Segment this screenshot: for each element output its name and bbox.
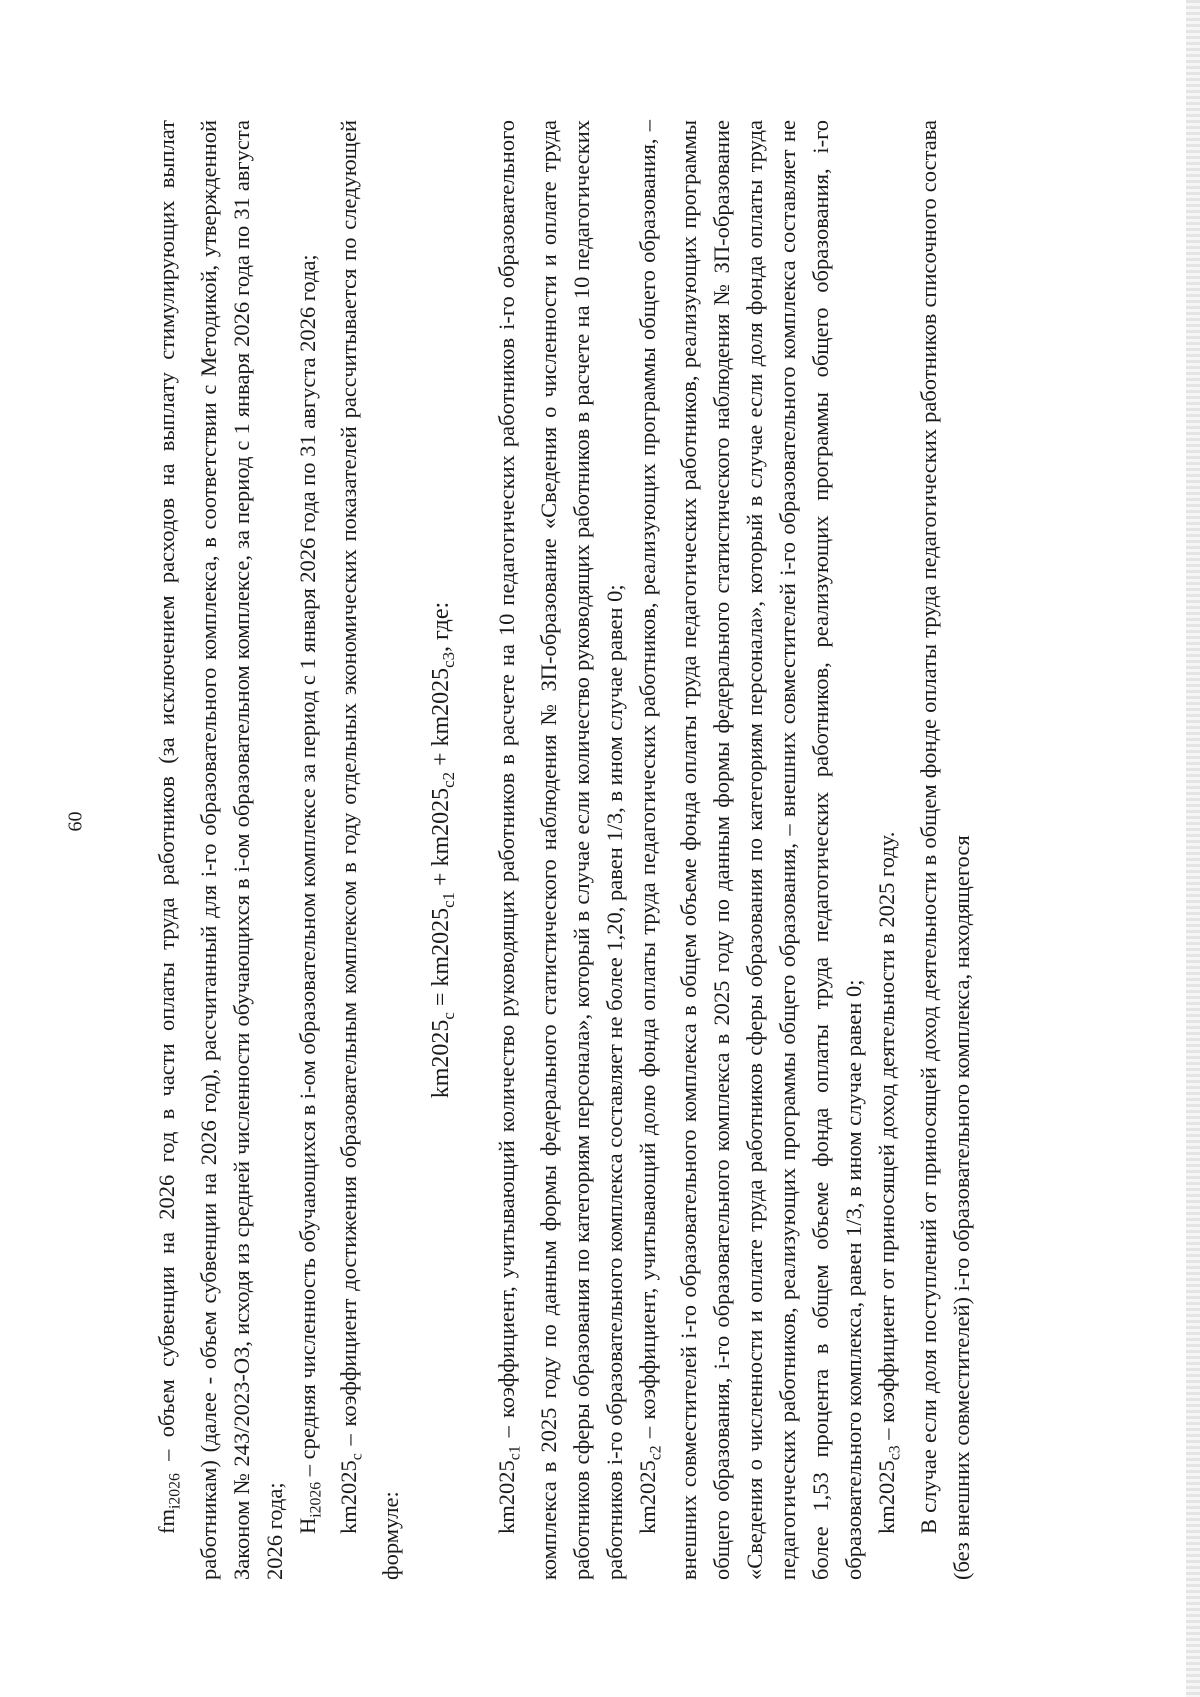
paragraph-km-c1	[490, 120, 631, 1580]
paragraph-km-c1-text: – коэффициент, учитывающий количество руководящих работников в расчете на 10 педагогических работников i-го образовательного комплекса в 2025 году по данным формы федерального статистического наблюдения № ЗП-образование «Сведения о численности и оплате труда работников сферы образования по категориям персонала», который в случае если количество руководящих работников в расчете на 10 педагогических работников i-го образовательного комплекса составляет не более 1,20, равен 1/3, в ином случае равен 0;	[494, 120, 627, 1580]
paragraph-km-c	[332, 120, 407, 1580]
term-km-c-sub: c	[348, 1453, 366, 1461]
formula	[425, 120, 465, 1580]
formula-tail: , где:	[427, 601, 454, 652]
scan-edge	[1186, 0, 1200, 1697]
term-km-c3-sub: c3	[886, 1445, 904, 1461]
formula-t3-sub: c3	[438, 651, 458, 668]
paragraph-fm	[150, 120, 291, 1580]
formula-plus1: + km2025	[427, 787, 454, 893]
term-km-c1: km2025	[494, 1460, 520, 1534]
formula-lhs-sub: c	[438, 1012, 458, 1020]
page-number: 60	[64, 811, 87, 832]
term-km-c1-sub: c1	[506, 1445, 524, 1461]
term-km-c: km2025	[336, 1460, 361, 1534]
formula-plus2: + km2025	[427, 667, 454, 773]
term-h: H	[294, 1517, 320, 1534]
term-h-sub: i2026	[307, 1481, 324, 1518]
paragraph-km-c2	[631, 120, 871, 1580]
rotated-text-block	[150, 120, 1050, 1580]
formula-t2-sub: c2	[438, 772, 458, 788]
paragraph-h-text: – средняя численность обучающихся в i-ом образовательном комплексе за период с 1 января 2026 года по 31 августа 2026 года;	[294, 254, 320, 1482]
paragraph-fm-text: – объем субвенции на 2026 год в части оплаты труда работников (за исключением расходов на выплату стимулирующих выплат работникам) (далее - объем субвенции на 2026 год), рассчитанный для i-го образовательного комплекса, в соответствии с Методикой, утвержденной Законом № 243/2023-ОЗ, исходя из средней численности обучающихся в i-ом образовательном комплексе, за период с 1 января 2026 года по 31 августа 2026 года;	[154, 120, 287, 1580]
formula-lhs: km2025	[427, 1019, 454, 1099]
formula-eq: = km2025	[427, 907, 454, 1013]
paragraph-km-c3-text: – коэффициент от приносящей доход деятельности в 2025 году.	[874, 831, 900, 1446]
paragraph-km-c2-text: – коэффициент, учитывающий долю фонда оплаты труда педагогических работников, реализующих программы общего образования, – внешних совместителей i-го образовательного комплекса в общем объеме фонда оплаты труда педагогических работников, реализующих программы общего образования, i-го образовательного комплекса в 2025 году по данным формы федерального статистического наблюдения № ЗП-образование «Сведения о численности и оплате труда работников сферы образования по категориям персонала», который в случае если доля фонда оплаты труда педагогических работников, реализующих программы общего образования, – внешних совместителей i-го образовательного комплекса составляет не более 1,53 процента в общем объеме фонда оплаты труда педагогических работников, реализующих программы общего образования, i-го образовательного комплекса, равен 1/3, в ином случае равен 0;	[634, 120, 867, 1580]
term-fm: fm	[154, 1509, 179, 1534]
paragraph-h	[291, 120, 333, 1580]
term-fm-sub: i2026	[166, 1473, 184, 1509]
paragraph-km-c3	[870, 120, 912, 1580]
term-km-c2: km2025	[634, 1460, 660, 1534]
term-km-c2-sub: c2	[647, 1445, 665, 1461]
term-km-c3: km2025	[874, 1460, 900, 1534]
paragraph-km-c-text: – коэффициент достижения образовательным комплексом в году отдельных экономических показателей рассчитывается по следующей формуле:	[336, 120, 403, 1580]
formula-t1-sub: c1	[438, 892, 458, 908]
paragraph-income-share: В случае если доля поступлений от приносящей доход деятельности в общем фонде оплаты труда педагогических работников списочного состава (без внешних совместителей) i-го образовательного комплекса, находящегося	[915, 120, 974, 1580]
